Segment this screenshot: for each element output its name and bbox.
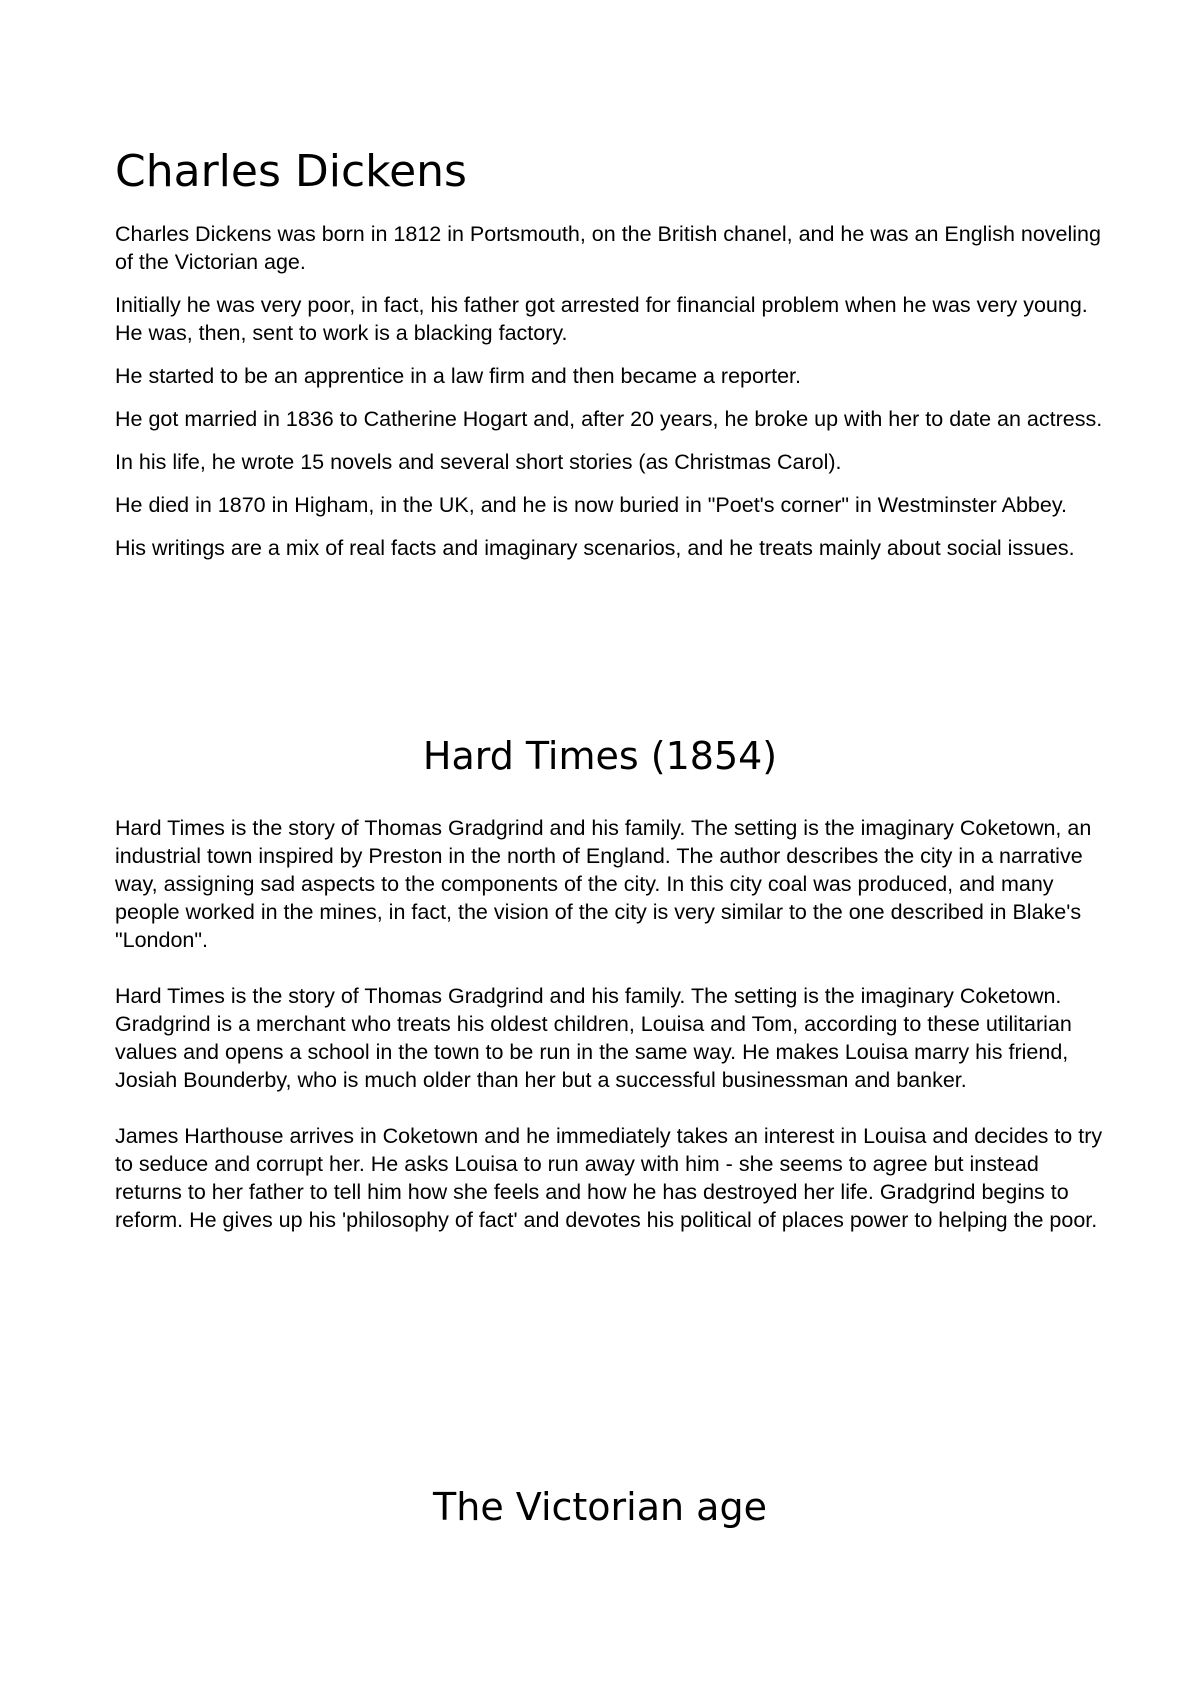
bio-paragraph: In his life, he wrote 15 novels and several short stories (as Christmas Carol). xyxy=(115,450,842,474)
bio-paragraph: He started to be an apprentice in a law firm and then became a reporter. xyxy=(115,364,802,388)
biography-section xyxy=(115,220,1105,577)
bio-paragraph: His writings are a mix of real facts and imaginary scenarios, and he treats mainly about social issues. xyxy=(115,536,1075,560)
hard-times-paragraph: Hard Times is the story of Thomas Gradgrind and his family. The setting is the imaginary Coketown, an industrial town inspired by Preston in the north of England. The author describes the city in a narrative way, assigning sad aspects to the components of the city. In this city coal was produced, and many people worked in the mines, in fact, the vision of the city is very similar to the one described in Blake's "London". xyxy=(115,816,1092,952)
hard-times-paragraph: James Harthouse arrives in Coketown and he immediately takes an interest in Louisa and decides to try to seduce and corrupt her. He asks Louisa to run away with him - she seems to agree but instead returns to her father to tell him how she feels and how he has destroyed her life. Gradgrind begins to reform. He gives up his 'philosophy of fact' and devotes his political of places power to helping the poor. xyxy=(115,1124,1103,1232)
hard-times-section xyxy=(115,814,1105,1262)
bio-paragraph: Initially he was very poor, in fact, his father got arrested for financial problem when he was very young. He was, then, sent to work is a blacking factory. xyxy=(115,293,1088,345)
bio-paragraph: Charles Dickens was born in 1812 in Portsmouth, on the British chanel, and he was an English noveling of the Victorian age. xyxy=(115,222,1101,274)
victorian-age-heading: The Victorian age xyxy=(433,1485,767,1529)
page-title: Charles Dickens xyxy=(115,146,467,197)
hard-times-paragraph: Hard Times is the story of Thomas Gradgrind and his family. The setting is the imaginary Coketown. Gradgrind is a merchant who treats his oldest children, Louisa and Tom, according to these utilitarian values and opens a school in the town to be run in the same way. He makes Louisa marry his friend, Josiah Bounderby, who is much older than her but a successful businessman and banker. xyxy=(115,984,1072,1092)
hard-times-heading: Hard Times (1854) xyxy=(422,734,778,778)
bio-paragraph: He got married in 1836 to Catherine Hogart and, after 20 years, he broke up with her to date an actress. xyxy=(115,407,1103,431)
bio-paragraph: He died in 1870 in Higham, in the UK, and he is now buried in "Poet's corner" in Westminster Abbey. xyxy=(115,493,1067,517)
